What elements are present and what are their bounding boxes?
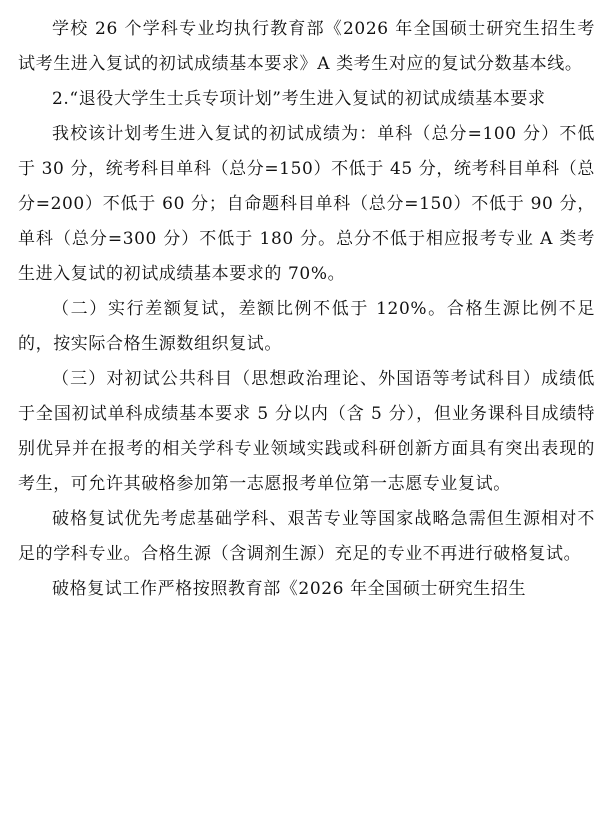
paragraph-differential-ratio: （二）实行差额复试，差额比例不低于 120%。合格生源比例不足的，按实际合格生源数组织复试。 <box>18 299 595 354</box>
paragraph-exceptional-process: 破格复试工作严格按照教育部《2026 年全国硕士研究生招生 <box>52 579 527 599</box>
document-body <box>18 12 595 607</box>
paragraph-veteran-requirements: 我校该计划考生进入复试的初试成绩为：单科（总分=100 分）不低于 30 分，统考科目单科（总分=150）不低于 45 分，统考科目单科（总分=200）不低于 60 分；自命题科目单科（总分=150）不低于 90 分，单科（总分=300 分）不低于 180 分。总分不低于相应报考专业 A 类考生进入复试的初试成绩基本要求的 70%。 <box>18 124 595 284</box>
paragraph-veteran-heading: 2.“退役大学生士兵专项计划”考生进入复试的初试成绩基本要求 <box>52 89 546 109</box>
paragraph-score-baseline: 学校 26 个学科专业均执行教育部《2026 年全国硕士研究生招生考试考生进入复试的初试成绩基本要求》A 类考生对应的复试分数基本线。 <box>18 19 595 74</box>
paragraph-exceptional-priority: 破格复试优先考虑基础学科、艰苦专业等国家战略急需但生源相对不足的学科专业。合格生源（含调剂生源）充足的专业不再进行破格复试。 <box>18 509 595 564</box>
paragraph-exceptional-admission: （三）对初试公共科目（思想政治理论、外国语等考试科目）成绩低于全国初试单科成绩基本要求 5 分以内（含 5 分），但业务课科目成绩特别优异并在报考的相关学科专业领域实践或科研创新方面具有突出表现的考生，可允许其破格参加第一志愿报考单位第一志愿专业复试。 <box>18 369 595 494</box>
